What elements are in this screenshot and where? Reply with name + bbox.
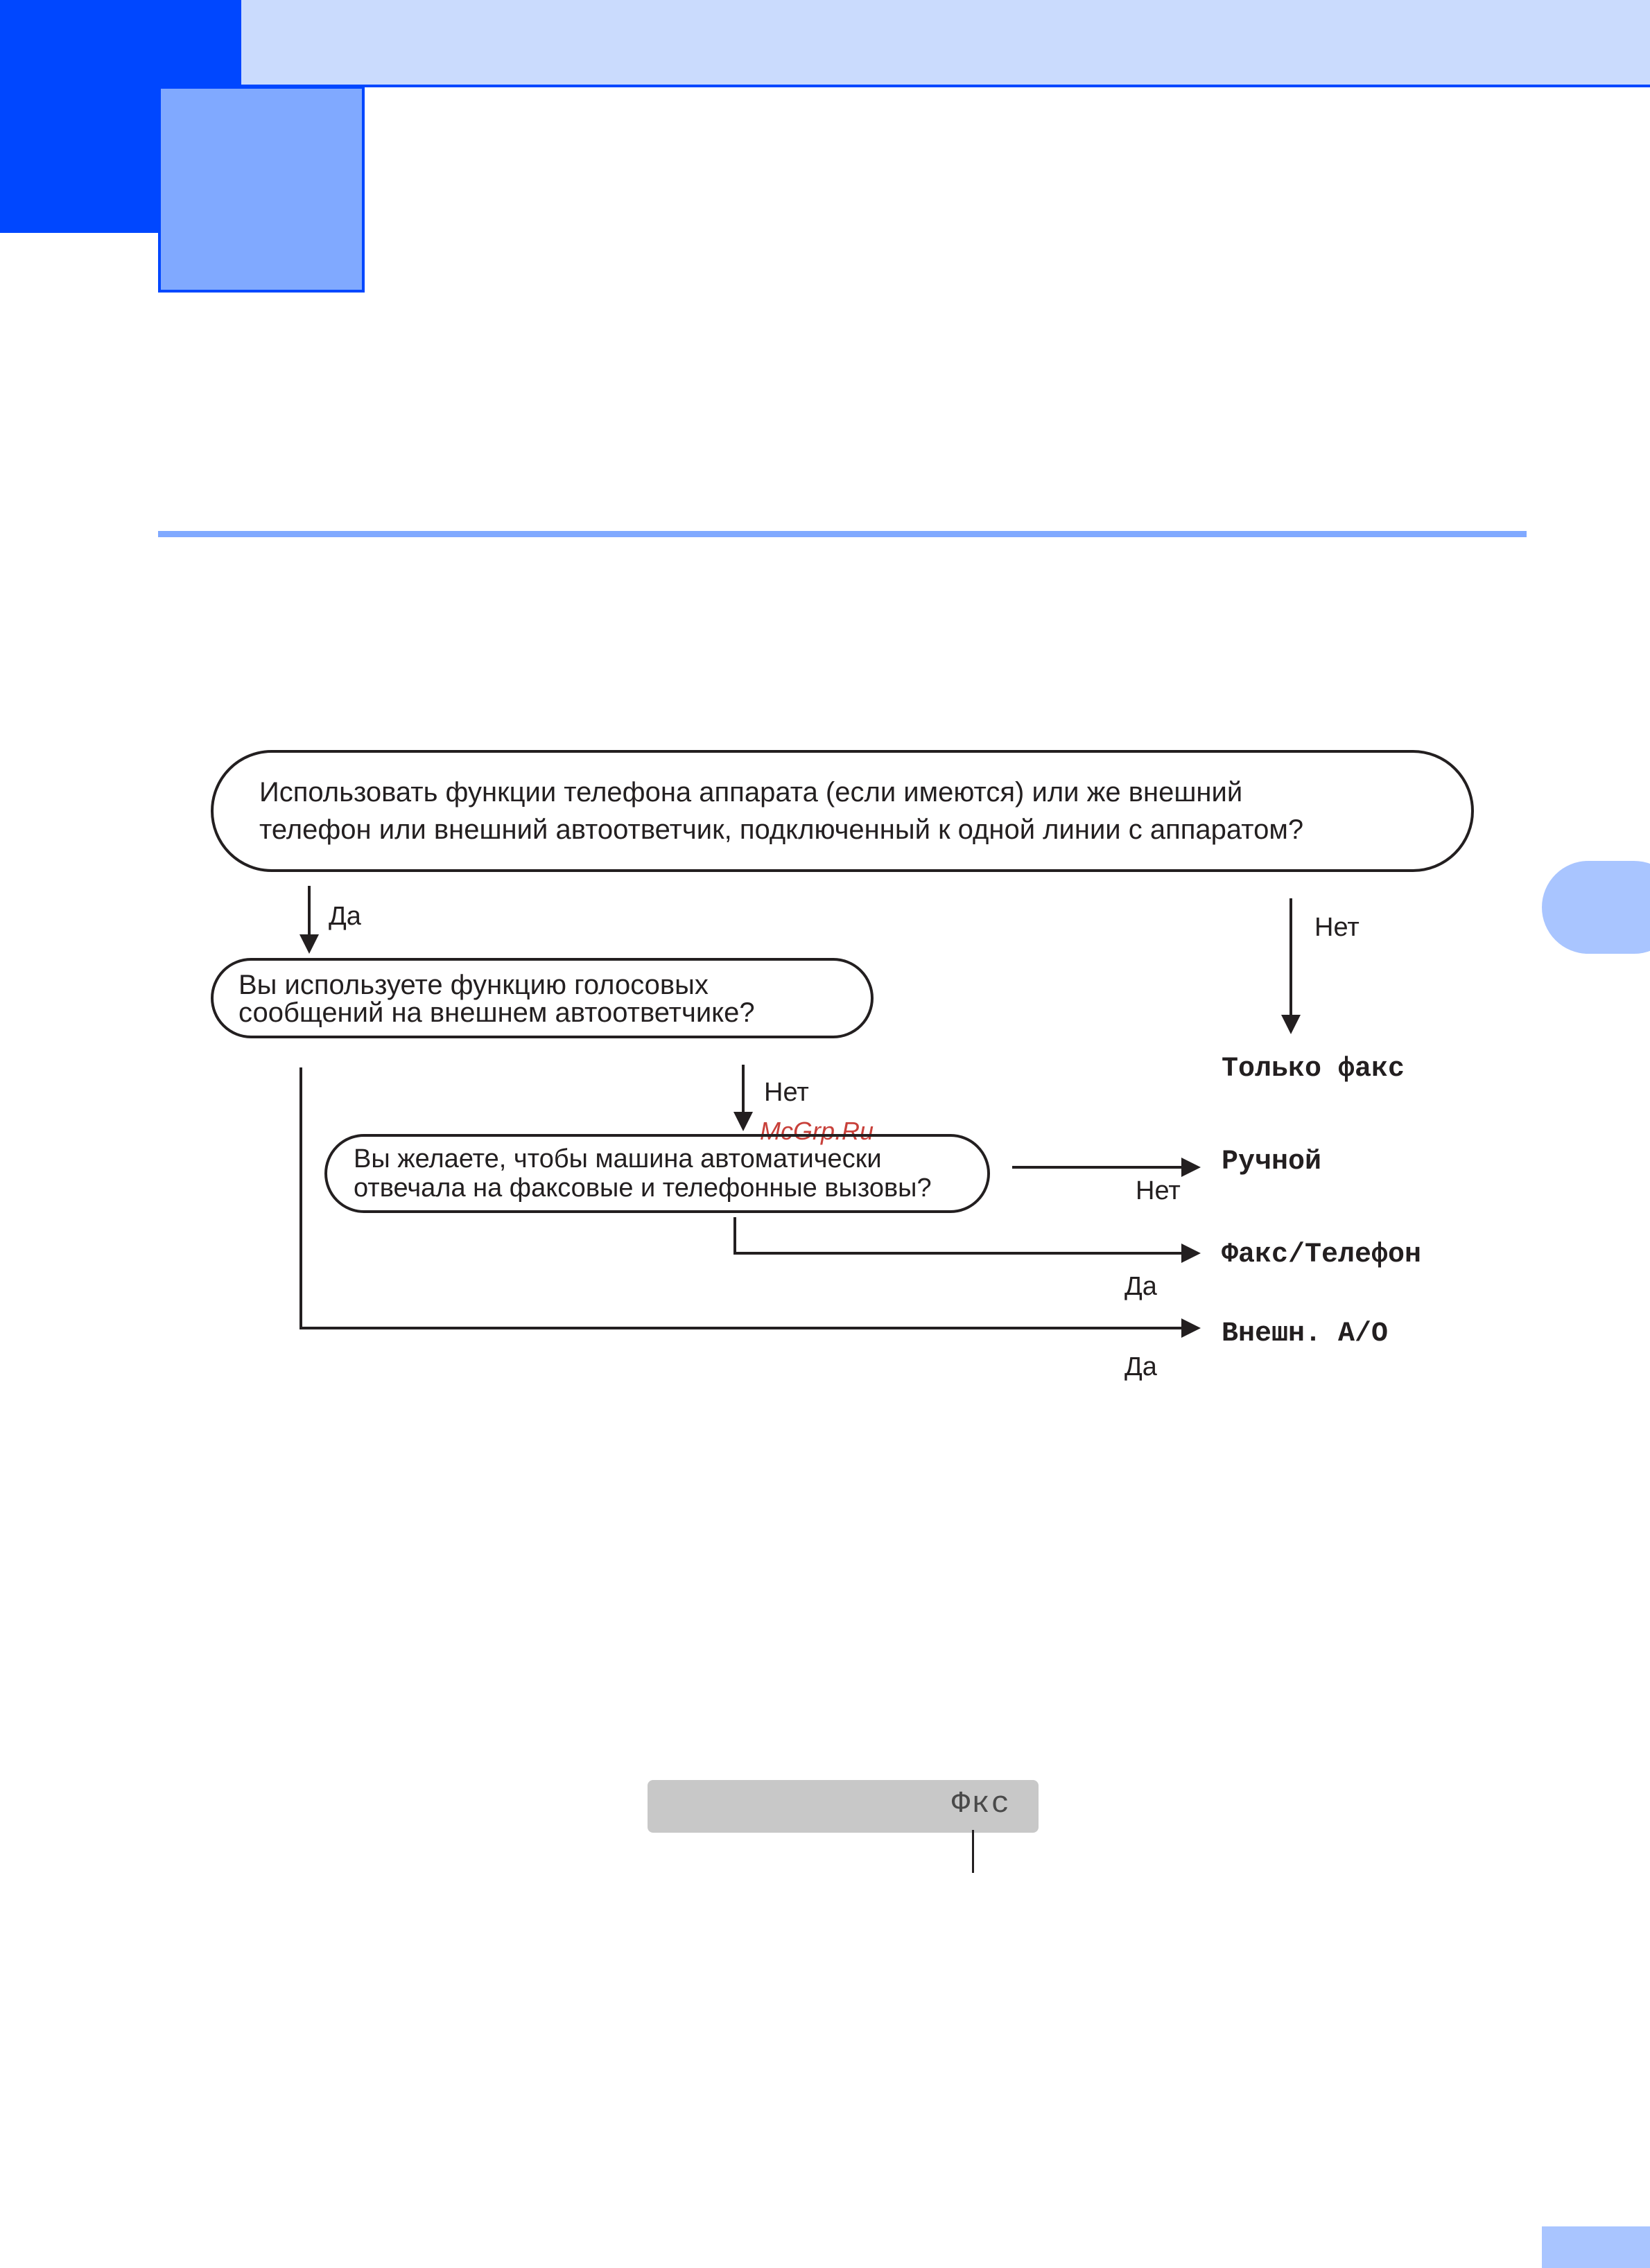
question-1-line-1: Использовать функции телефона аппарата (если имеются) или же внешний [259, 777, 1243, 808]
question-3-line-1: Вы желаете, чтобы машина автоматически [354, 1144, 882, 1174]
mode-manual: Ручной [1222, 1146, 1322, 1178]
q3-yes-arrow-line [735, 1217, 1183, 1253]
lcd-display [648, 1780, 1039, 1833]
question-2-line-1: Вы используете функцию голосовых [238, 970, 709, 1000]
question-3-line-2: отвечала на факсовые и телефонные вызовы? [354, 1174, 932, 1203]
lcd-mode-text: Фкс [951, 1787, 1011, 1822]
q2-yes-arrowhead [1181, 1318, 1201, 1338]
q3-no-arrowhead [1181, 1158, 1201, 1177]
q3-no-label: Нет [1136, 1176, 1181, 1205]
q3-yes-label: Да [1124, 1272, 1157, 1301]
q1-no-label: Нет [1314, 913, 1360, 942]
mode-external-tad: Внешн. A/O [1222, 1318, 1389, 1350]
question-1-line-2: телефон или внешний автоответчик, подключенный к одной линии с аппаратом? [259, 814, 1304, 845]
q2-yes-label: Да [1124, 1352, 1157, 1381]
q3-yes-arrowhead [1181, 1244, 1201, 1263]
mode-fax-tel: Факс/Телефон [1222, 1239, 1422, 1271]
lcd-callout-pointer [972, 1830, 974, 1873]
question-1-box [212, 751, 1473, 871]
mode-fax-only: Только факс [1222, 1054, 1405, 1085]
question-2-line-2: сообщений на внешнем автоответчике? [238, 997, 755, 1028]
q2-no-label: Нет [764, 1078, 809, 1107]
q2-no-arrowhead [733, 1112, 753, 1131]
q1-no-arrowhead [1281, 1015, 1301, 1034]
q1-yes-arrowhead [299, 934, 319, 954]
q1-yes-label: Да [329, 902, 361, 931]
watermark: McGrp.Ru [760, 1117, 874, 1145]
page-number-tab [1542, 2226, 1650, 2268]
